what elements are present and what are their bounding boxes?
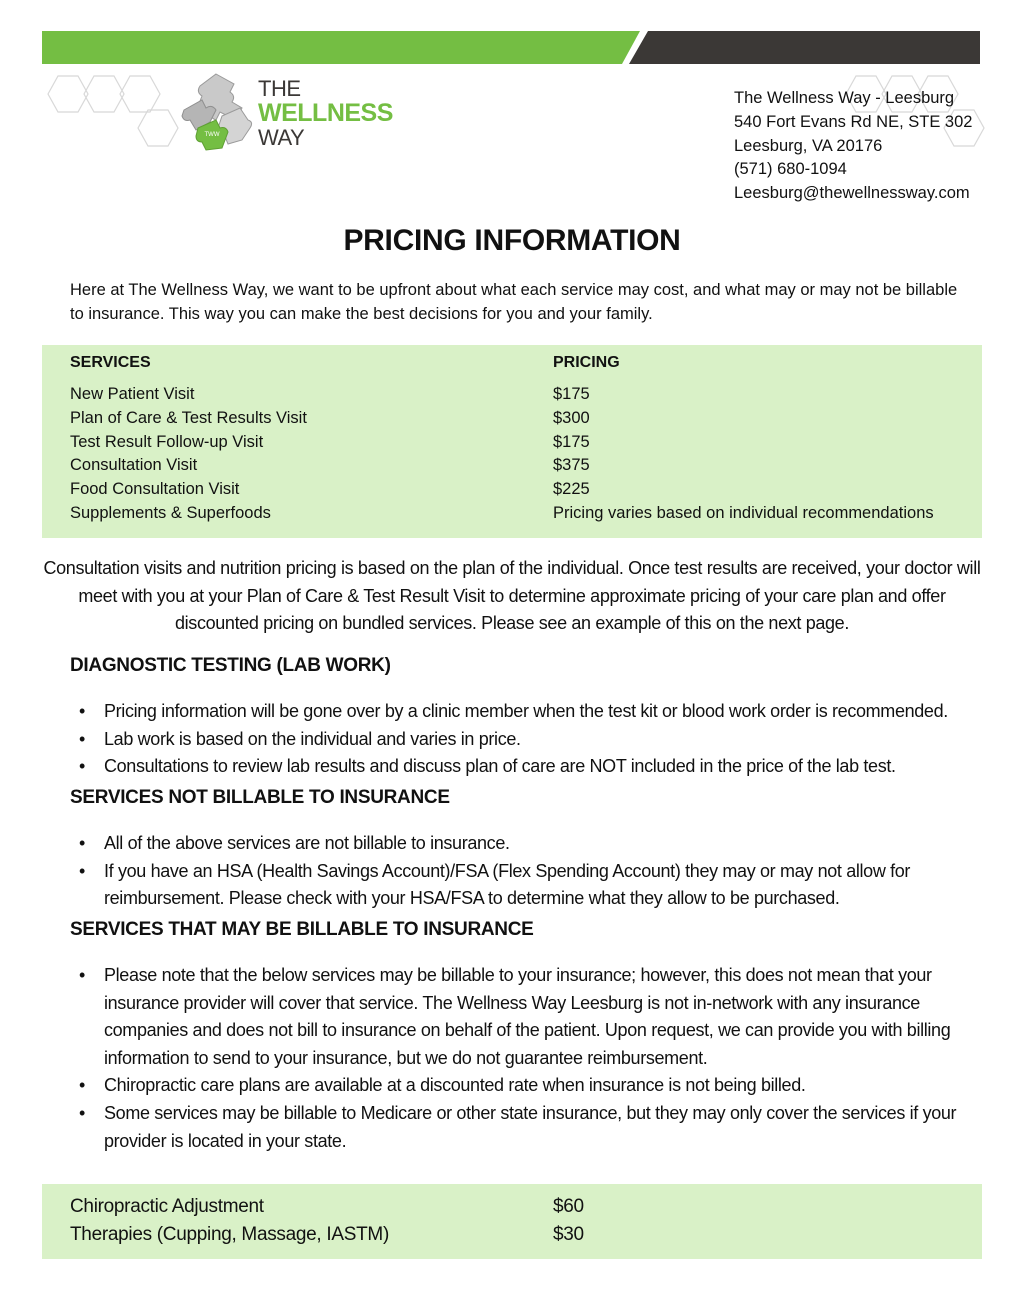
service-name: Food Consultation Visit [70,480,240,499]
service-name: Test Result Follow-up Visit [70,432,264,451]
list-item: • Please note that the below services may be billable to your insurance; however, this does not mean that your insurance provider will cover that service. The Wellness Way Leesburg is not in-network with any insurance companies and does not bill to insurance on behalf of the patient. Upon request, we can provide you with billing information to send to your insurance, but we do not guarantee reimbursement. [70,962,990,1072]
clinic-phone: (571) 680-1094 [734,160,847,179]
service-name: Consultation Visit [70,456,198,475]
section-heading-diagnostic: DIAGNOSTIC TESTING (LAB WORK) [70,655,391,676]
service-price: $375 [553,456,590,475]
list-item: • All of the above services are not billable to insurance. [70,830,990,858]
brand-line-2: WELLNESS [258,99,393,127]
service-name: Chiropractic Adjustment [70,1196,264,1217]
list-item: • Pricing information will be gone over by a clinic member when the test kit or blood work order is recommended. [70,698,990,726]
list-item: • If you have an HSA (Health Savings Account)/FSA (Flex Spending Account) they may or may not allow for reimbursement. Please check with your HSA/FSA to determine what they allow to be purchased. [70,858,990,913]
billable-services-table [42,1184,982,1259]
service-name: Plan of Care & Test Results Visit [70,408,307,427]
service-name: Therapies (Cupping, Massage, IASTM) [70,1224,389,1245]
clinic-email: Leesburg@thewellnessway.com [734,184,970,203]
not-billable-bullets [70,830,990,913]
may-be-billable-bullets [70,962,990,1155]
brand-wordmark [258,78,393,149]
brand-line-3: WAY [258,125,305,150]
puzzle-logo-icon [176,70,256,152]
service-name: Supplements & Superfoods [70,504,271,522]
consultation-note: Consultation visits and nutrition pricing is based on the plan of the individual. Once test results are received, your doctor will meet with you at your Plan of Care & Test Result Visit to determine approximate pricing of your care plan and offer discounted pricing on bundled services. Please see an example of this on the next page. [43,558,981,634]
service-price: Pricing varies based on individual recommendations [553,504,934,522]
list-item: • Some services may be billable to Medicare or other state insurance, but they may only cover the services if your provider is located in your state. [70,1100,990,1155]
service-name: New Patient Visit [70,385,195,403]
clinic-name: The Wellness Way - Leesburg [734,89,955,107]
pricing-table [42,345,982,538]
section-heading-not-billable: SERVICES NOT BILLABLE TO INSURANCE [70,787,450,808]
diagnostic-bullets [70,698,990,781]
list-item: • Chiropractic care plans are available at a discounted rate when insurance is not being billed. [70,1072,990,1100]
header-services: SERVICES [70,354,151,371]
clinic-address [734,87,972,206]
clinic-city: Leesburg, VA 20176 [734,136,883,155]
list-item: • Consultations to review lab results and discuss plan of care are NOT included in the price of the lab test. [70,753,990,781]
service-price: $175 [553,432,590,451]
header-pricing: PRICING [553,354,620,371]
intro-paragraph: Here at The Wellness Way, we want to be upfront about what each service may cost, and what may or may not be billable to insurance. This way you can make the best decisions for you and your family. [70,281,958,323]
list-item: • Lab work is based on the individual and varies in price. [70,726,990,754]
service-price: $175 [553,385,590,403]
page-title: PRICING INFORMATION [343,224,681,257]
service-price: $300 [553,408,590,427]
service-price: $60 [553,1196,584,1217]
logo-emblem-text: TWW [204,132,220,138]
service-price: $30 [553,1224,584,1245]
clinic-street: 540 Fort Evans Rd NE, STE 302 [734,112,973,131]
brand-line-1: THE [258,76,301,101]
service-price: $225 [553,480,590,499]
section-heading-may-be-billable: SERVICES THAT MAY BE BILLABLE TO INSURANCE [70,919,534,940]
